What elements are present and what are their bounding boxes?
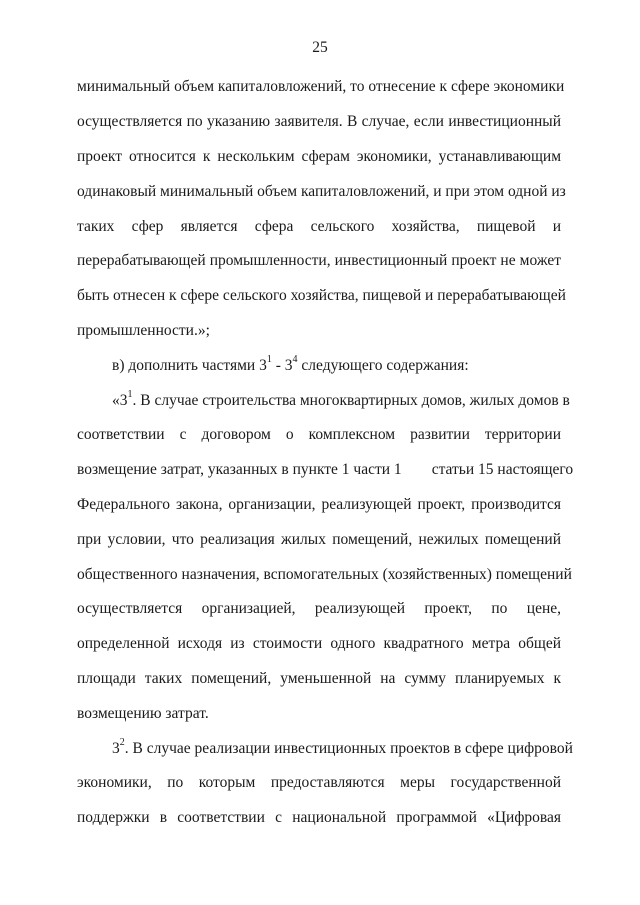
text-fragment: статьи 15 настоящего [431,461,574,478]
text-line: осуществляется по указанию заявителя. В случае, если инвестиционный [77,113,561,130]
text-fragment: - 3 [271,357,293,374]
text-line: соответствии с договором о комплексном развитии территории [77,426,561,443]
text-line: минимальный объем капиталовложений, то отнесение к сфере экономики [77,78,565,95]
text-line: Федерального закона, организации, реализующей проект, производится [77,496,561,513]
text-fragment: . В случае строительства многоквартирных домов, жилых домов в [132,392,570,409]
text-line: общественного назначения, вспомогательных (хозяйственных) помещений [77,566,572,583]
text-fragment: 3 [112,740,120,757]
text-fragment: возмещение затрат, указанных в пункте 1 части 1 [77,461,402,478]
superscript: 4 [292,353,298,365]
text-line: определенной исходя из стоимости одного квадратного метра общей [77,635,561,652]
page-number: 25 [312,39,328,56]
text-line: промышленности.»; [77,322,210,339]
text-fragment: в) дополнить частями 3 [112,357,267,374]
text-line: таких сфер является сфера сельского хозяйства, пищевой и [77,218,561,235]
text-fragment: следующего содержания: [297,357,469,374]
text-line [112,388,570,411]
text-line: проект относится к нескольким сферам экономики, устанавливающим [77,148,561,165]
text-line [77,460,574,480]
text-fragment: . В случае реализации инвестиционных проектов в сфере цифровой [124,740,573,757]
text-line: возмещению затрат. [77,705,209,722]
superscript: 1 [266,353,272,365]
text-line: поддержки в соответствии с национальной программой «Цифровая [77,809,561,826]
superscript: 1 [127,388,133,400]
text-line: осуществляется организацией, реализующей проект, по цене, [77,600,561,617]
text-fragment: «3 [112,392,128,409]
text-line: площади таких помещений, уменьшенной на сумму планируемых к [77,670,561,687]
superscript: 2 [119,736,125,748]
text-line: быть отнесен к сфере сельского хозяйства, пищевой и перерабатывающей [77,287,566,304]
text-line [112,353,561,376]
text-line: одинаковый минимальный объем капиталовложений, и при этом одной из [77,183,566,200]
text-line [112,736,573,759]
text-line: экономики, по которым предоставляются меры государственной [77,774,561,791]
text-line: при условии, что реализация жилых помещений, нежилых помещений [77,531,561,548]
text-line: перерабатывающей промышленности, инвестиционный проект не может [77,252,561,269]
